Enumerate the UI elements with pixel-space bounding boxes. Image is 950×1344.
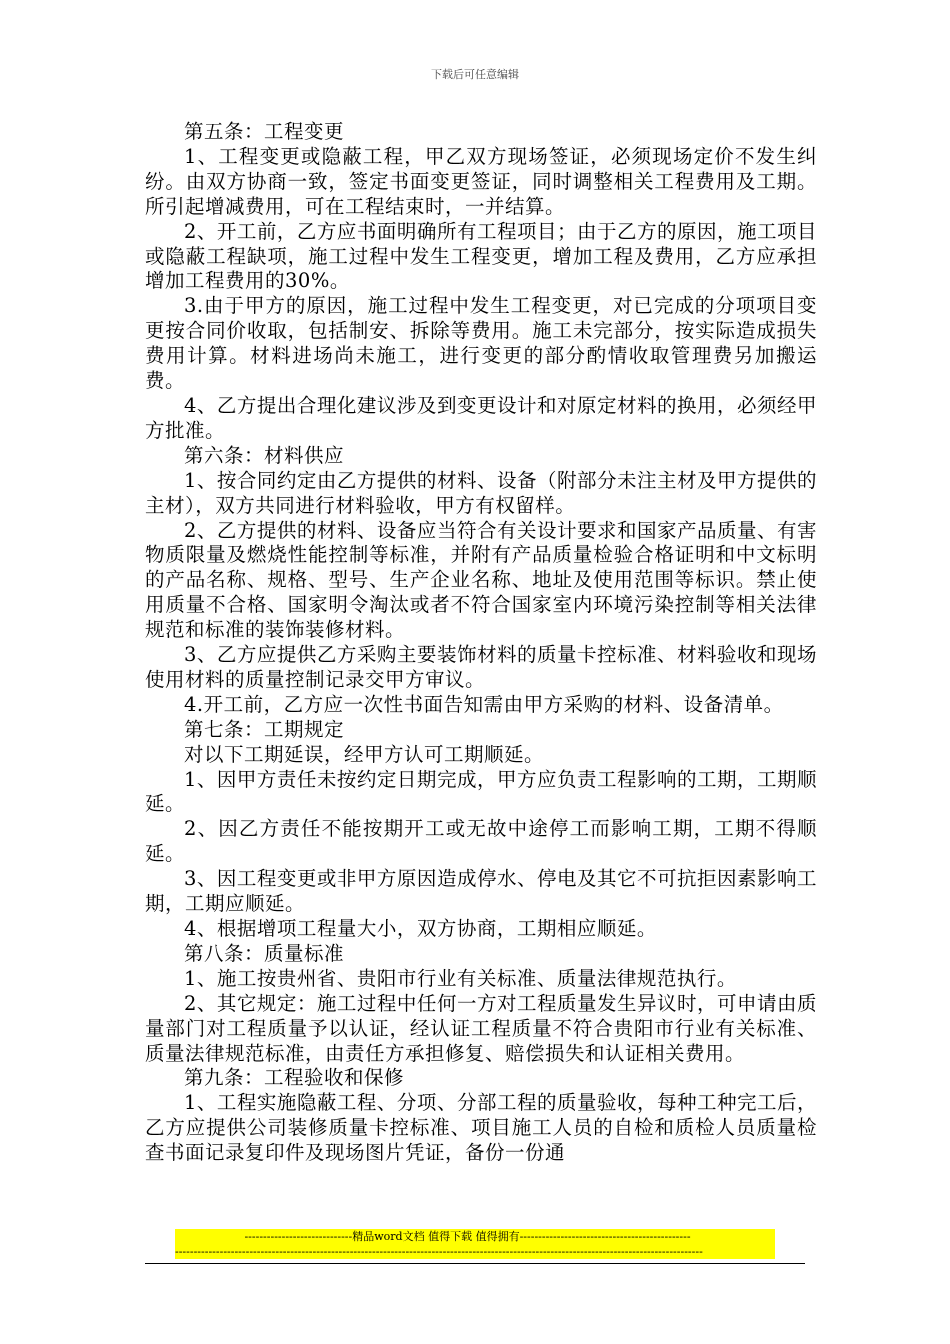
- footer-divider: [145, 1263, 805, 1264]
- footer-banner-line-1: -----------------------------精品word文档 值得下载 值得拥有----------------------------------------------: [244, 1230, 691, 1243]
- article-6-clause-3: 3、乙方应提供乙方采购主要装饰材料的质量卡控标准、材料验收和现场使用材料的质量控制记录交甲方审议。: [145, 643, 817, 691]
- article-5-clause-4: 4、乙方提出合理化建议涉及到变更设计和对原定材料的换用，必须经甲方批准。: [145, 393, 817, 442]
- article-5-heading: 第五条：工程变更: [184, 120, 345, 143]
- footer-banner: [175, 1229, 775, 1259]
- article-6-heading: 第六条：材料供应: [184, 443, 345, 467]
- article-8-heading: 第八条：质量标准: [184, 941, 345, 965]
- article-6-clause-1: 1、按合同约定由乙方提供的材料、设备（附部分未注主材及甲方提供的主材），双方共同进行材料验收，甲方有权留样。: [145, 468, 817, 517]
- article-8-clause-1: 1、施工按贵州省、贵阳市行业有关标准、质量法律规范执行。: [184, 966, 737, 990]
- article-8-clause-2: 2、其它规定：施工过程中任何一方对工程质量发生异议时，可申请由质量部门对工程质量予以认证，经认证工程质量不符合贵阳市行业有关标准、质量法律规范标准，由责任方承担修复、赔偿损失和认证相关费用。: [145, 991, 817, 1065]
- page-header-note: 下载后可任意编辑: [431, 68, 519, 81]
- article-6-clause-2: 2、乙方提供的材料、设备应当符合有关设计要求和国家产品质量、有害物质限量及燃烧性能控制等标准，并附有产品质量检验合格证明和中文标明的产品名称、规格、型号、生产企业名称、地址及使用范围等标识。禁止使用质量不合格、国家明令淘汰或者不符合国家室内环境污染控制等相关法律规范和标准的装饰装修材料。: [145, 518, 817, 642]
- article-5-clause-2: 2、开工前，乙方应书面明确所有工程项目；由于乙方的原因，施工项目或隐蔽工程缺项，施工过程中发生工程变更，增加工程及费用，乙方应承担增加工程费用的30%。: [145, 219, 817, 293]
- article-6-clause-4: 4.开工前，乙方应一次性书面告知需由甲方采购的材料、设备清单。: [184, 692, 784, 716]
- article-7-heading: 第七条：工期规定: [184, 717, 345, 741]
- article-9-heading: 第九条：工程验收和保修: [184, 1066, 405, 1090]
- footer-banner-line-2: ----------------------------------------------------------------------------------------------------------------------------------------------: [175, 1245, 703, 1258]
- article-5-clause-1: 1、工程变更或隐蔽工程，甲乙双方现场签证，必须现场定价不发生纠纷。由双方协商一致，签定书面变更签证，同时调整相关工程费用及工期。所引起增减费用，可在工程结束时，一并结算。: [145, 144, 817, 218]
- article-9-clause-1: 1、工程实施隐蔽工程、分项、分部工程的质量验收，每种工种完工后，乙方应提供公司装修质量卡控标准、项目施工人员的自检和质检人员质量检查书面记录复印件及现场图片凭证，备份一份通: [145, 1091, 817, 1165]
- document-body: [145, 120, 817, 1166]
- article-7-clause-4: 4、根据增项工程量大小，双方协商，工期相应顺延。: [184, 917, 657, 940]
- article-7-clause-1: 1、因甲方责任未按约定日期完成，甲方应负责工程影响的工期，工期顺延。: [145, 767, 817, 816]
- article-7-clause-3: 3、因工程变更或非甲方原因造成停水、停电及其它不可抗拒因素影响工期，工期应顺延。: [145, 867, 817, 916]
- article-5-clause-3: 3.由于甲方的原因，施工过程中发生工程变更，对已完成的分项项目变更按合同价收取，包括制安、拆除等费用。施工未完部分，按实际造成损失费用计算。材料进场尚未施工，进行变更的部分酌情收取管理费另加搬运费。: [145, 294, 817, 393]
- article-7-clause-2: 2、因乙方责任不能按期开工或无故中途停工而影响工期，工期不得顺延。: [145, 817, 817, 866]
- article-7-intro: 对以下工期延误，经甲方认可工期顺延。: [184, 742, 545, 766]
